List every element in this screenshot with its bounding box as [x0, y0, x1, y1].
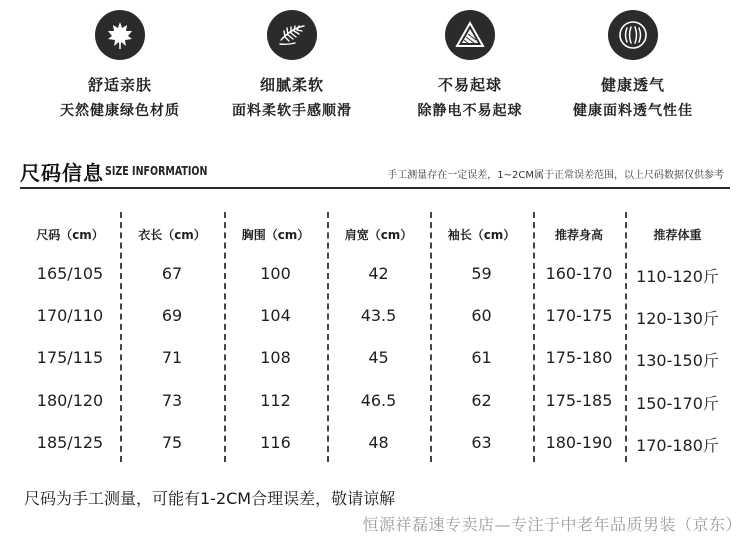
cell-sleeve: 62 — [471, 391, 492, 410]
cell-shoulder: 42 — [368, 264, 389, 283]
cell-sleeve: 60 — [471, 306, 492, 325]
column-divider — [120, 212, 122, 462]
cell-chest: 100 — [260, 264, 291, 283]
table-header-row — [20, 226, 730, 246]
cell-height: 175-185 — [545, 391, 613, 410]
table-row — [20, 264, 730, 294]
column-divider — [533, 212, 535, 462]
cell-chest: 116 — [260, 433, 291, 452]
feature-title: 舒适亲肤 — [87, 76, 152, 94]
header-shoulder: 肩宽（cm） — [344, 228, 413, 242]
cell-chest: 108 — [260, 348, 291, 367]
cell-size: 180/120 — [36, 391, 104, 410]
table-row — [20, 348, 730, 378]
feature-desc: 面料柔软手感顺滑 — [232, 103, 352, 119]
feature-softness — [207, 10, 377, 120]
cell-size: 185/125 — [36, 433, 104, 452]
cell-length: 69 — [161, 306, 183, 325]
cell-weight: 130-150斤 — [636, 351, 719, 370]
cell-length: 71 — [161, 348, 183, 367]
section-note: 手工测量存在一定误差，1~2CM属于正常误差范围，以上尺码数据仅供参考 — [387, 170, 724, 181]
table-row — [20, 391, 730, 421]
header-size: 尺码（cm） — [36, 228, 104, 242]
cell-weight: 150-170斤 — [636, 394, 719, 413]
features-row — [0, 0, 750, 130]
column-divider — [625, 212, 627, 462]
cell-height: 170-175 — [545, 306, 613, 325]
store-watermark: 恒源祥磊速专卖店—专注于中老年品质男装（京东） — [362, 515, 742, 534]
cell-length: 73 — [161, 391, 183, 410]
cell-shoulder: 43.5 — [360, 306, 397, 325]
measurement-disclaimer: 尺码为手工测量，可能有1-2CM合理误差，敬请谅解 — [24, 489, 396, 508]
section-subtitle: SIZE INFORMATION — [105, 164, 208, 178]
cell-height: 175-180 — [545, 348, 613, 367]
feature-antipilling — [385, 10, 555, 120]
cell-shoulder: 46.5 — [360, 391, 397, 410]
cell-size: 175/115 — [36, 348, 104, 367]
feature-title: 健康透气 — [600, 76, 665, 94]
cell-size: 170/110 — [36, 306, 104, 325]
feature-title: 不易起球 — [437, 76, 502, 94]
cell-sleeve: 63 — [471, 433, 492, 452]
cell-height: 180-190 — [545, 433, 613, 452]
header-sleeve: 袖长（cm） — [447, 228, 516, 242]
feature-title: 细腻柔软 — [259, 76, 324, 94]
feature-desc: 天然健康绿色材质 — [60, 103, 180, 119]
warning-triangle-icon — [445, 10, 495, 60]
column-divider — [430, 212, 432, 462]
section-title: 尺码信息 — [20, 161, 104, 185]
header-height: 推荐身高 — [554, 228, 603, 242]
table-row — [20, 306, 730, 336]
feature-breathable — [548, 10, 718, 120]
column-divider — [224, 212, 226, 462]
cell-chest: 112 — [260, 391, 291, 410]
header-weight: 推荐体重 — [653, 228, 702, 242]
cell-size: 165/105 — [36, 264, 104, 283]
header-length: 衣长（cm） — [138, 228, 206, 242]
leaf-icon — [95, 10, 145, 60]
feature-desc: 除静电不易起球 — [417, 103, 523, 119]
cell-weight: 110-120斤 — [636, 267, 719, 286]
cell-length: 67 — [161, 264, 183, 283]
cell-weight: 170-180斤 — [636, 436, 719, 455]
cell-sleeve: 59 — [471, 264, 492, 283]
cell-chest: 104 — [260, 306, 291, 325]
airflow-icon — [608, 10, 658, 60]
cell-shoulder: 48 — [368, 433, 389, 452]
section-divider — [20, 187, 730, 189]
feather-icon — [267, 10, 317, 60]
cell-length: 75 — [161, 433, 183, 452]
header-chest: 胸围（cm） — [241, 228, 310, 242]
cell-sleeve: 61 — [471, 348, 492, 367]
cell-weight: 120-130斤 — [636, 309, 719, 328]
cell-height: 160-170 — [545, 264, 613, 283]
table-row — [20, 433, 730, 463]
feature-comfort — [35, 10, 205, 120]
feature-desc: 健康面料透气性佳 — [573, 103, 693, 119]
column-divider — [327, 212, 329, 462]
cell-shoulder: 45 — [368, 348, 389, 367]
